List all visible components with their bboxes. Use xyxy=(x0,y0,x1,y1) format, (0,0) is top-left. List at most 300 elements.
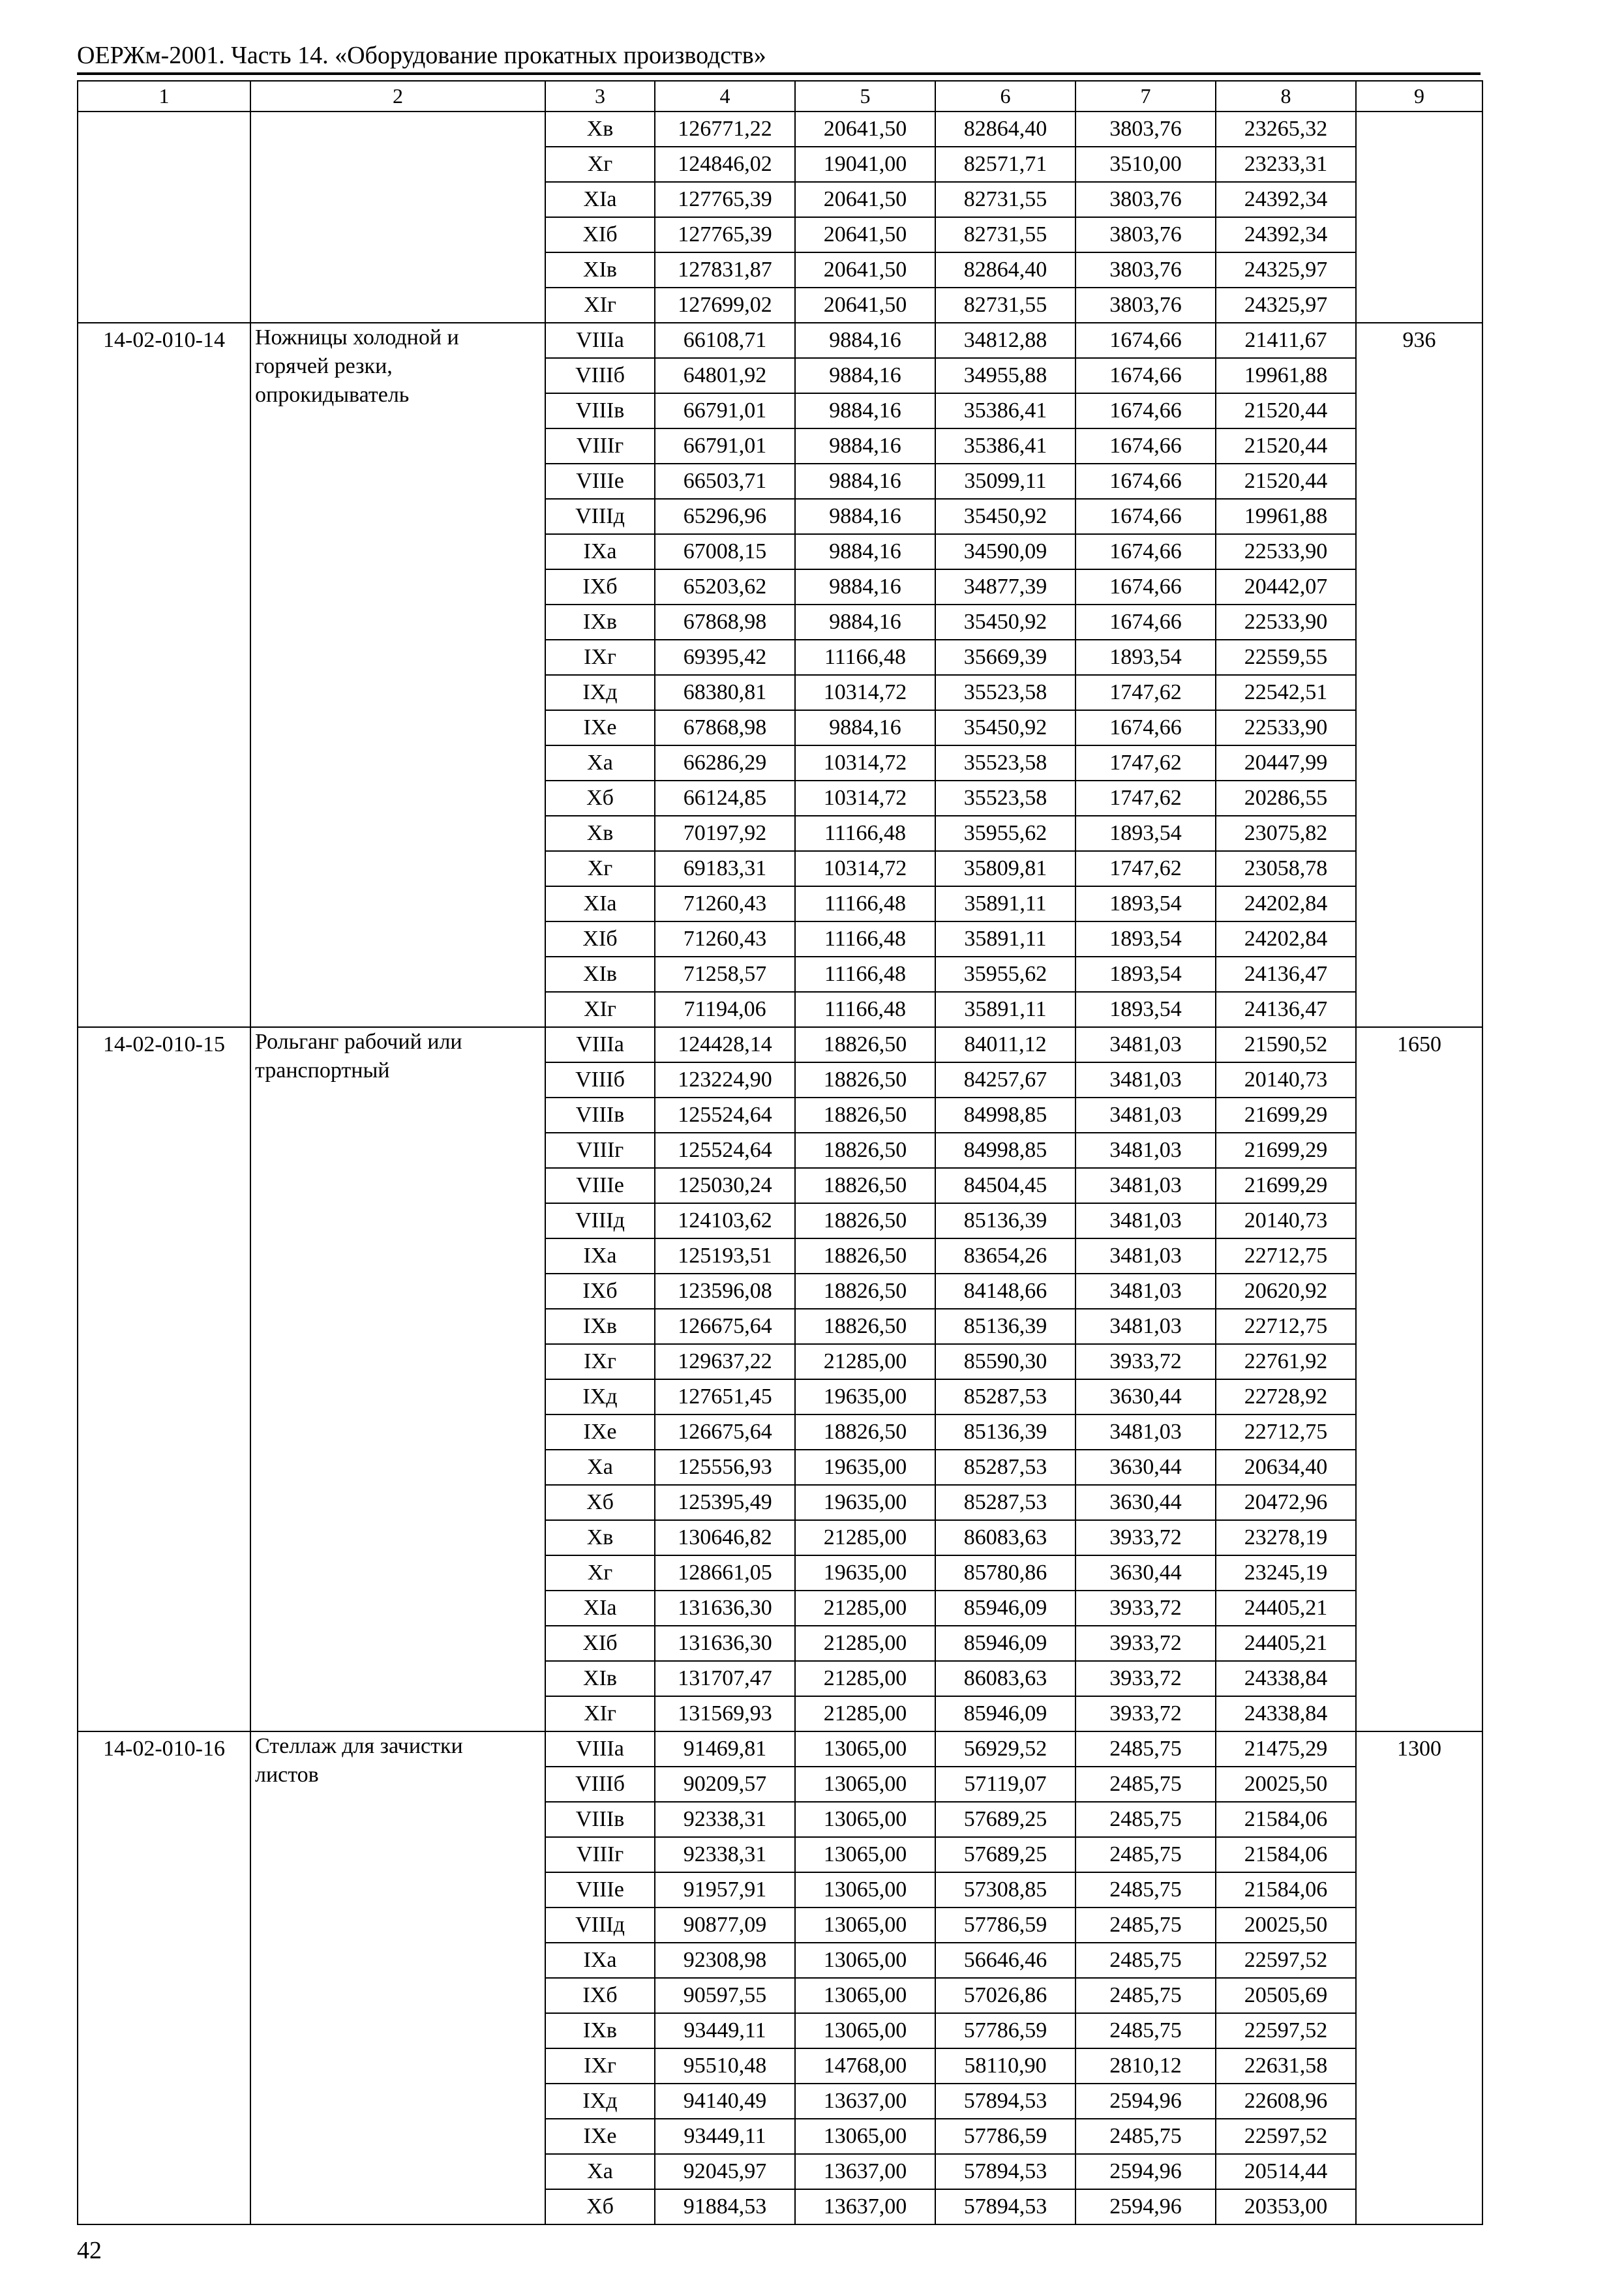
zone-cell: IXв xyxy=(545,1309,655,1344)
zone-cell: IXа xyxy=(545,534,655,569)
operator-wages-cell: 3481,03 xyxy=(1075,1027,1216,1062)
table-row xyxy=(78,323,1482,358)
column-header: 3 xyxy=(545,81,655,112)
operator-wages-cell: 3933,72 xyxy=(1075,1626,1216,1661)
operator-wages-cell: 3933,72 xyxy=(1075,1696,1216,1731)
item-name-line: Стеллаж для зачистки xyxy=(255,1734,463,1758)
materials-cell: 20025,50 xyxy=(1216,1908,1356,1943)
wages-cell: 18826,50 xyxy=(795,1274,935,1309)
materials-cell: 22533,90 xyxy=(1216,534,1356,569)
materials-cell: 23075,82 xyxy=(1216,816,1356,851)
materials-cell: 20442,07 xyxy=(1216,569,1356,605)
materials-cell: 21584,06 xyxy=(1216,1872,1356,1908)
total-cost-cell: 66124,85 xyxy=(655,781,795,816)
zone-cell: VIIIд xyxy=(545,499,655,534)
wages-cell: 21285,00 xyxy=(795,1520,935,1555)
wages-cell: 11166,48 xyxy=(795,957,935,992)
wages-cell: 13065,00 xyxy=(795,1943,935,1978)
zone-cell: VIIIб xyxy=(545,1767,655,1802)
operator-wages-cell: 3481,03 xyxy=(1075,1238,1216,1274)
zone-cell: XIв xyxy=(545,1661,655,1696)
materials-cell: 24392,34 xyxy=(1216,182,1356,217)
total-cost-cell: 127831,87 xyxy=(655,252,795,288)
wages-cell: 18826,50 xyxy=(795,1238,935,1274)
wages-cell: 19635,00 xyxy=(795,1379,935,1414)
machines-cell: 57689,25 xyxy=(935,1837,1075,1872)
total-cost-cell: 126675,64 xyxy=(655,1309,795,1344)
total-cost-cell: 67868,98 xyxy=(655,710,795,745)
zone-cell: Xг xyxy=(545,147,655,182)
wages-cell: 20641,50 xyxy=(795,182,935,217)
total-cost-cell: 66791,01 xyxy=(655,393,795,428)
operator-wages-cell: 1893,54 xyxy=(1075,957,1216,992)
total-cost-cell: 66108,71 xyxy=(655,323,795,358)
total-cost-cell: 126771,22 xyxy=(655,112,795,147)
materials-cell: 23233,31 xyxy=(1216,147,1356,182)
total-cost-cell: 91884,53 xyxy=(655,2189,795,2224)
column-header: 1 xyxy=(78,81,250,112)
wages-cell: 9884,16 xyxy=(795,710,935,745)
materials-cell: 23058,78 xyxy=(1216,851,1356,886)
machines-cell: 85946,09 xyxy=(935,1626,1075,1661)
page-number: 42 xyxy=(77,2237,102,2264)
item-name-line: транспортный xyxy=(255,1058,390,1083)
machines-cell: 57894,53 xyxy=(935,2189,1075,2224)
materials-cell: 21520,44 xyxy=(1216,428,1356,464)
materials-cell: 20472,96 xyxy=(1216,1485,1356,1520)
zone-cell: XIг xyxy=(545,992,655,1027)
materials-cell: 22559,55 xyxy=(1216,640,1356,675)
operator-wages-cell: 2485,75 xyxy=(1075,2013,1216,2048)
machines-cell: 34955,88 xyxy=(935,358,1075,393)
zone-cell: IXе xyxy=(545,2119,655,2154)
item-code: 14-02-010-15 xyxy=(78,1027,250,1731)
total-cost-cell: 90877,09 xyxy=(655,1908,795,1943)
machines-cell: 35669,39 xyxy=(935,640,1075,675)
wages-cell: 11166,48 xyxy=(795,992,935,1027)
operator-wages-cell: 3630,44 xyxy=(1075,1450,1216,1485)
total-cost-cell: 125030,24 xyxy=(655,1168,795,1203)
zone-cell: IXе xyxy=(545,710,655,745)
wages-cell: 13065,00 xyxy=(795,2013,935,2048)
materials-cell: 24325,97 xyxy=(1216,252,1356,288)
operator-wages-cell: 1674,66 xyxy=(1075,534,1216,569)
materials-cell: 19961,88 xyxy=(1216,358,1356,393)
total-cost-cell: 71258,57 xyxy=(655,957,795,992)
operator-wages-cell: 2594,96 xyxy=(1075,2084,1216,2119)
total-cost-cell: 127765,39 xyxy=(655,182,795,217)
wages-cell: 21285,00 xyxy=(795,1661,935,1696)
item-name xyxy=(250,1731,545,2224)
operator-wages-cell: 1674,66 xyxy=(1075,499,1216,534)
machines-cell: 84998,85 xyxy=(935,1098,1075,1133)
total-cost-cell: 128661,05 xyxy=(655,1555,795,1591)
zone-cell: XIа xyxy=(545,886,655,921)
zone-cell: VIIIг xyxy=(545,1837,655,1872)
materials-cell: 23245,19 xyxy=(1216,1555,1356,1591)
wages-cell: 19635,00 xyxy=(795,1485,935,1520)
machines-cell: 35386,41 xyxy=(935,393,1075,428)
zone-cell: XIг xyxy=(545,288,655,323)
wages-cell: 18826,50 xyxy=(795,1062,935,1098)
machines-cell: 84148,66 xyxy=(935,1274,1075,1309)
wages-cell: 13065,00 xyxy=(795,1978,935,2013)
machines-cell: 82864,40 xyxy=(935,112,1075,147)
total-cost-cell: 123596,08 xyxy=(655,1274,795,1309)
machines-cell: 35955,62 xyxy=(935,957,1075,992)
operator-wages-cell: 3933,72 xyxy=(1075,1344,1216,1379)
operator-wages-cell: 1747,62 xyxy=(1075,781,1216,816)
wages-cell: 9884,16 xyxy=(795,428,935,464)
total-cost-cell: 131636,30 xyxy=(655,1591,795,1626)
machines-cell: 82731,55 xyxy=(935,182,1075,217)
total-cost-cell: 93449,11 xyxy=(655,2013,795,2048)
total-cost-cell: 125524,64 xyxy=(655,1098,795,1133)
wages-cell: 14768,00 xyxy=(795,2048,935,2084)
zone-cell: VIIIб xyxy=(545,1062,655,1098)
column-header: 9 xyxy=(1356,81,1482,112)
materials-cell: 22631,58 xyxy=(1216,2048,1356,2084)
total-cost-cell: 68380,81 xyxy=(655,675,795,710)
column-header: 4 xyxy=(655,81,795,112)
machines-cell: 82731,55 xyxy=(935,217,1075,252)
operator-wages-cell: 2485,75 xyxy=(1075,1802,1216,1837)
machines-cell: 84504,45 xyxy=(935,1168,1075,1203)
machines-cell: 35523,58 xyxy=(935,745,1075,781)
operator-wages-cell: 1747,62 xyxy=(1075,851,1216,886)
materials-cell: 21584,06 xyxy=(1216,1837,1356,1872)
materials-cell: 20634,40 xyxy=(1216,1450,1356,1485)
machines-cell: 86083,63 xyxy=(935,1661,1075,1696)
total-cost-cell: 65296,96 xyxy=(655,499,795,534)
materials-cell: 21699,29 xyxy=(1216,1098,1356,1133)
operator-wages-cell: 2485,75 xyxy=(1075,2119,1216,2154)
zone-cell: IXа xyxy=(545,1943,655,1978)
column-header: 2 xyxy=(250,81,545,112)
operator-wages-cell: 3481,03 xyxy=(1075,1168,1216,1203)
operator-wages-cell: 3481,03 xyxy=(1075,1274,1216,1309)
machines-cell: 58110,90 xyxy=(935,2048,1075,2084)
wages-cell: 20641,50 xyxy=(795,112,935,147)
operator-wages-cell: 3803,76 xyxy=(1075,288,1216,323)
wages-cell: 13065,00 xyxy=(795,1767,935,1802)
machines-cell: 35450,92 xyxy=(935,710,1075,745)
operator-wages-cell: 3630,44 xyxy=(1075,1485,1216,1520)
machines-cell: 57894,53 xyxy=(935,2154,1075,2189)
item-name-line: Ножницы холодной и xyxy=(255,325,459,350)
operator-wages-cell: 3481,03 xyxy=(1075,1309,1216,1344)
materials-cell: 23278,19 xyxy=(1216,1520,1356,1555)
total-cost-cell: 93449,11 xyxy=(655,2119,795,2154)
zone-cell: IXг xyxy=(545,1344,655,1379)
operator-wages-cell: 1893,54 xyxy=(1075,640,1216,675)
wages-cell: 19635,00 xyxy=(795,1450,935,1485)
item-name-line: Рольганг рабочий или xyxy=(255,1030,462,1054)
operator-wages-cell: 3481,03 xyxy=(1075,1133,1216,1168)
wages-cell: 13065,00 xyxy=(795,1731,935,1767)
item-code: 14-02-010-16 xyxy=(78,1731,250,2224)
total-cost-cell: 127765,39 xyxy=(655,217,795,252)
zone-cell: VIIIг xyxy=(545,1133,655,1168)
machines-cell: 56929,52 xyxy=(935,1731,1075,1767)
column-header: 6 xyxy=(935,81,1075,112)
operator-wages-cell: 3803,76 xyxy=(1075,112,1216,147)
zone-cell: IXб xyxy=(545,569,655,605)
labor-cell: 1300 xyxy=(1356,1731,1482,2224)
zone-cell: Xа xyxy=(545,1450,655,1485)
wages-cell: 11166,48 xyxy=(795,640,935,675)
operator-wages-cell: 1893,54 xyxy=(1075,816,1216,851)
total-cost-cell: 125193,51 xyxy=(655,1238,795,1274)
item-name-line: горячей резки, xyxy=(255,354,393,378)
machines-cell: 82731,55 xyxy=(935,288,1075,323)
machines-cell: 85946,09 xyxy=(935,1591,1075,1626)
machines-cell: 57786,59 xyxy=(935,2013,1075,2048)
operator-wages-cell: 3510,00 xyxy=(1075,147,1216,182)
materials-cell: 21411,67 xyxy=(1216,323,1356,358)
zone-cell: XIв xyxy=(545,252,655,288)
zone-cell: Xа xyxy=(545,2154,655,2189)
zone-cell: Xа xyxy=(545,745,655,781)
zone-cell: XIв xyxy=(545,957,655,992)
total-cost-cell: 71194,06 xyxy=(655,992,795,1027)
materials-cell: 19961,88 xyxy=(1216,499,1356,534)
total-cost-cell: 123224,90 xyxy=(655,1062,795,1098)
materials-cell: 24392,34 xyxy=(1216,217,1356,252)
materials-cell: 20025,50 xyxy=(1216,1767,1356,1802)
wages-cell: 20641,50 xyxy=(795,288,935,323)
wages-cell: 11166,48 xyxy=(795,886,935,921)
materials-cell: 24202,84 xyxy=(1216,921,1356,957)
zone-cell: IXв xyxy=(545,605,655,640)
operator-wages-cell: 1674,66 xyxy=(1075,464,1216,499)
machines-cell: 57894,53 xyxy=(935,2084,1075,2119)
operator-wages-cell: 3803,76 xyxy=(1075,217,1216,252)
zone-cell: VIIIг xyxy=(545,428,655,464)
zone-cell: Xг xyxy=(545,851,655,886)
zone-cell: Xб xyxy=(545,781,655,816)
wages-cell: 21285,00 xyxy=(795,1591,935,1626)
materials-cell: 21699,29 xyxy=(1216,1168,1356,1203)
operator-wages-cell: 3630,44 xyxy=(1075,1555,1216,1591)
total-cost-cell: 129637,22 xyxy=(655,1344,795,1379)
operator-wages-cell: 3933,72 xyxy=(1075,1591,1216,1626)
operator-wages-cell: 1674,66 xyxy=(1075,710,1216,745)
total-cost-cell: 124428,14 xyxy=(655,1027,795,1062)
operator-wages-cell: 3481,03 xyxy=(1075,1203,1216,1238)
materials-cell: 20286,55 xyxy=(1216,781,1356,816)
labor-cell: 1650 xyxy=(1356,1027,1482,1731)
operator-wages-cell: 2810,12 xyxy=(1075,2048,1216,2084)
materials-cell: 24136,47 xyxy=(1216,992,1356,1027)
wages-cell: 9884,16 xyxy=(795,499,935,534)
materials-cell: 22608,96 xyxy=(1216,2084,1356,2119)
table-row xyxy=(78,1731,1482,1767)
materials-cell: 22533,90 xyxy=(1216,605,1356,640)
zone-cell: Xв xyxy=(545,816,655,851)
materials-cell: 21590,52 xyxy=(1216,1027,1356,1062)
column-header: 8 xyxy=(1216,81,1356,112)
machines-cell: 56646,46 xyxy=(935,1943,1075,1978)
wages-cell: 18826,50 xyxy=(795,1309,935,1344)
materials-cell: 22712,75 xyxy=(1216,1414,1356,1450)
wages-cell: 9884,16 xyxy=(795,569,935,605)
zone-cell: Xв xyxy=(545,112,655,147)
item-name-line: опрокидыватель xyxy=(255,383,410,407)
total-cost-cell: 130646,82 xyxy=(655,1520,795,1555)
machines-cell: 85780,86 xyxy=(935,1555,1075,1591)
operator-wages-cell: 2485,75 xyxy=(1075,1943,1216,1978)
item-name-line: листов xyxy=(255,1763,319,1787)
total-cost-cell: 92045,97 xyxy=(655,2154,795,2189)
materials-cell: 21520,44 xyxy=(1216,464,1356,499)
total-cost-cell: 131636,30 xyxy=(655,1626,795,1661)
operator-wages-cell: 1674,66 xyxy=(1075,323,1216,358)
zone-cell: IXг xyxy=(545,640,655,675)
wages-cell: 18826,50 xyxy=(795,1168,935,1203)
wages-cell: 21285,00 xyxy=(795,1696,935,1731)
total-cost-cell: 124103,62 xyxy=(655,1203,795,1238)
wages-cell: 20641,50 xyxy=(795,252,935,288)
labor-cell xyxy=(1356,112,1482,323)
zone-cell: IXб xyxy=(545,1274,655,1309)
wages-cell: 13065,00 xyxy=(795,1802,935,1837)
machines-cell: 35891,11 xyxy=(935,921,1075,957)
zone-cell: Xг xyxy=(545,1555,655,1591)
wages-cell: 21285,00 xyxy=(795,1344,935,1379)
wages-cell: 13065,00 xyxy=(795,1837,935,1872)
materials-cell: 22712,75 xyxy=(1216,1309,1356,1344)
wages-cell: 13637,00 xyxy=(795,2084,935,2119)
total-cost-cell: 67868,98 xyxy=(655,605,795,640)
total-cost-cell: 91957,91 xyxy=(655,1872,795,1908)
materials-cell: 21475,29 xyxy=(1216,1731,1356,1767)
zone-cell: VIIIв xyxy=(545,1098,655,1133)
operator-wages-cell: 2485,75 xyxy=(1075,1978,1216,2013)
machines-cell: 34812,88 xyxy=(935,323,1075,358)
wages-cell: 10314,72 xyxy=(795,851,935,886)
machines-cell: 35955,62 xyxy=(935,816,1075,851)
materials-cell: 22542,51 xyxy=(1216,675,1356,710)
total-cost-cell: 69395,42 xyxy=(655,640,795,675)
wages-cell: 20641,50 xyxy=(795,217,935,252)
machines-cell: 34590,09 xyxy=(935,534,1075,569)
item-name xyxy=(250,112,545,323)
materials-cell: 21520,44 xyxy=(1216,393,1356,428)
machines-cell: 34877,39 xyxy=(935,569,1075,605)
total-cost-cell: 90597,55 xyxy=(655,1978,795,2013)
zone-cell: XIб xyxy=(545,1626,655,1661)
wages-cell: 13065,00 xyxy=(795,1872,935,1908)
machines-cell: 57308,85 xyxy=(935,1872,1075,1908)
item-code: 14-02-010-14 xyxy=(78,323,250,1027)
materials-cell: 21584,06 xyxy=(1216,1802,1356,1837)
machines-cell: 57786,59 xyxy=(935,1908,1075,1943)
zone-cell: XIа xyxy=(545,1591,655,1626)
materials-cell: 24136,47 xyxy=(1216,957,1356,992)
zone-cell: IXе xyxy=(545,1414,655,1450)
wages-cell: 19041,00 xyxy=(795,147,935,182)
machines-cell: 35809,81 xyxy=(935,851,1075,886)
total-cost-cell: 67008,15 xyxy=(655,534,795,569)
zone-cell: VIIIв xyxy=(545,1802,655,1837)
wages-cell: 10314,72 xyxy=(795,781,935,816)
machines-cell: 84257,67 xyxy=(935,1062,1075,1098)
operator-wages-cell: 1747,62 xyxy=(1075,745,1216,781)
materials-cell: 20447,99 xyxy=(1216,745,1356,781)
machines-cell: 85287,53 xyxy=(935,1450,1075,1485)
document-header: ОЕРЖм-2001. Часть 14. «Оборудование прокатных производств» xyxy=(77,42,766,69)
operator-wages-cell: 3481,03 xyxy=(1075,1098,1216,1133)
total-cost-cell: 125395,49 xyxy=(655,1485,795,1520)
materials-cell: 24325,97 xyxy=(1216,288,1356,323)
price-table xyxy=(77,80,1483,2225)
total-cost-cell: 66286,29 xyxy=(655,745,795,781)
wages-cell: 11166,48 xyxy=(795,816,935,851)
total-cost-cell: 131569,93 xyxy=(655,1696,795,1731)
item-name xyxy=(250,1027,545,1731)
wages-cell: 13637,00 xyxy=(795,2189,935,2224)
wages-cell: 19635,00 xyxy=(795,1555,935,1591)
machines-cell: 82571,71 xyxy=(935,147,1075,182)
zone-cell: VIIIа xyxy=(545,1027,655,1062)
zone-cell: XIг xyxy=(545,1696,655,1731)
zone-cell: Xб xyxy=(545,2189,655,2224)
wages-cell: 10314,72 xyxy=(795,675,935,710)
wages-cell: 9884,16 xyxy=(795,358,935,393)
machines-cell: 35450,92 xyxy=(935,499,1075,534)
materials-cell: 24338,84 xyxy=(1216,1696,1356,1731)
total-cost-cell: 126675,64 xyxy=(655,1414,795,1450)
materials-cell: 20353,00 xyxy=(1216,2189,1356,2224)
operator-wages-cell: 3933,72 xyxy=(1075,1520,1216,1555)
total-cost-cell: 91469,81 xyxy=(655,1731,795,1767)
zone-cell: Xб xyxy=(545,1485,655,1520)
zone-cell: VIIIб xyxy=(545,358,655,393)
wages-cell: 18826,50 xyxy=(795,1414,935,1450)
total-cost-cell: 64801,92 xyxy=(655,358,795,393)
wages-cell: 9884,16 xyxy=(795,393,935,428)
operator-wages-cell: 2485,75 xyxy=(1075,1908,1216,1943)
operator-wages-cell: 1674,66 xyxy=(1075,605,1216,640)
machines-cell: 82864,40 xyxy=(935,252,1075,288)
labor-cell: 936 xyxy=(1356,323,1482,1027)
wages-cell: 10314,72 xyxy=(795,745,935,781)
operator-wages-cell: 3481,03 xyxy=(1075,1414,1216,1450)
wages-cell: 13065,00 xyxy=(795,2119,935,2154)
materials-cell: 22533,90 xyxy=(1216,710,1356,745)
zone-cell: IXд xyxy=(545,2084,655,2119)
total-cost-cell: 71260,43 xyxy=(655,921,795,957)
zone-cell: IXв xyxy=(545,2013,655,2048)
wages-cell: 11166,48 xyxy=(795,921,935,957)
machines-cell: 85136,39 xyxy=(935,1414,1075,1450)
zone-cell: IXд xyxy=(545,1379,655,1414)
total-cost-cell: 70197,92 xyxy=(655,816,795,851)
materials-cell: 22728,92 xyxy=(1216,1379,1356,1414)
operator-wages-cell: 1674,66 xyxy=(1075,393,1216,428)
header-row xyxy=(78,81,1482,112)
operator-wages-cell: 3933,72 xyxy=(1075,1661,1216,1696)
wages-cell: 13065,00 xyxy=(795,1908,935,1943)
machines-cell: 57689,25 xyxy=(935,1802,1075,1837)
zone-cell: VIIIд xyxy=(545,1908,655,1943)
wages-cell: 18826,50 xyxy=(795,1098,935,1133)
materials-cell: 20514,44 xyxy=(1216,2154,1356,2189)
total-cost-cell: 92338,31 xyxy=(655,1837,795,1872)
total-cost-cell: 125556,93 xyxy=(655,1450,795,1485)
operator-wages-cell: 3481,03 xyxy=(1075,1062,1216,1098)
